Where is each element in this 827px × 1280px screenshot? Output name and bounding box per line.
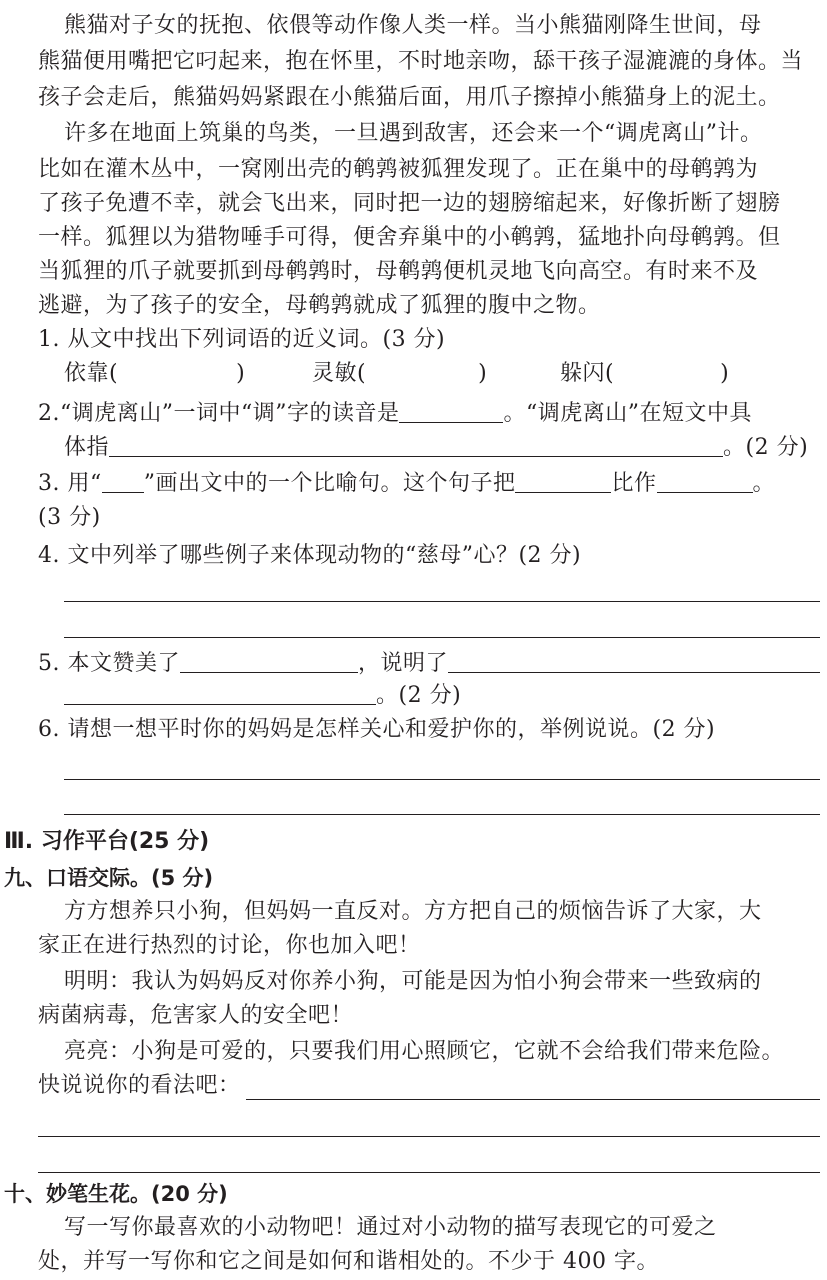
passage-line: 熊猫便用嘴把它叼起来，抱在怀里，不时地亲吻，舔干孩子湿漉漉的身体。当 xyxy=(38,49,804,74)
q4-answer-line-2[interactable] xyxy=(64,637,820,638)
mingming-line: 明明：我认为妈妈反对你养小狗，可能是因为怕小狗会带来一些致病的 xyxy=(64,969,762,994)
question-4: 4. 文中列举了哪些例子来体现动物的“慈母”心？(2 分) xyxy=(38,543,582,568)
part-9-answer-line-3[interactable] xyxy=(38,1172,820,1173)
passage-line: 许多在地面上筑巢的鸟类，一旦遇到敌害，还会来一个“调虎离山”计。 xyxy=(64,121,763,146)
part-9-intro-line: 方方想养只小狗，但妈妈一直反对。方方把自己的烦恼告诉了大家，大 xyxy=(64,899,762,924)
part-10-line: 写一写你最喜欢的小动物吧！通过对小动物的描写表现它的可爱之 xyxy=(64,1215,717,1240)
part-9-answer-line-1[interactable] xyxy=(246,1099,820,1100)
question-5-cont: 。(2 分) xyxy=(64,680,461,712)
passage-line: 熊猫对子女的抚抱、依偎等动作像人类一样。当小熊猫刚降生世间，母 xyxy=(64,13,762,38)
question-3-points: (3 分) xyxy=(38,505,101,530)
q4-answer-line-1[interactable] xyxy=(64,601,820,602)
q5-blank-2[interactable] xyxy=(448,648,820,673)
question-6: 6. 请想一想平时你的妈妈是怎样关心和爱护你的，举例说说。(2 分) xyxy=(38,717,716,742)
q3-blank-2[interactable] xyxy=(657,468,753,493)
question-1: 1. 从文中找出下列词语的近义词。(3 分) xyxy=(38,327,446,352)
q1-word-row-2: 灵敏( ) xyxy=(312,361,488,386)
part-9-title: 九、口语交际。(5 分) xyxy=(4,866,214,890)
part-9-intro-line: 家正在进行热烈的讨论，你也加入吧！ xyxy=(38,933,421,958)
q3-line-sample xyxy=(102,468,144,493)
part-9-answer-line-2[interactable] xyxy=(38,1136,820,1137)
mingming-line: 病菌病毒，危害家人的安全吧！ xyxy=(38,1003,354,1028)
passage-line: 逃避，为了孩子的安全，母鹌鹑就成了狐狸的腹中之物。 xyxy=(38,293,601,318)
part-10-line: 处，并写一写你和它之间是如何和谐相处的。不少于 400 字。 xyxy=(38,1249,659,1274)
q1-word-row: 依靠( ) xyxy=(64,361,246,386)
part-10-title: 十、妙笔生花。(20 分) xyxy=(4,1182,228,1206)
question-5: 5. 本文赞美了 ，说明了 xyxy=(38,648,820,680)
q5-blank-1[interactable] xyxy=(180,648,358,673)
passage-line: 了孩子免遭不幸，就会飞出来，同时把一边的翅膀缩起来，好像折断了翅膀 xyxy=(38,191,781,216)
q3-blank-1[interactable] xyxy=(515,468,611,493)
q6-answer-line-2[interactable] xyxy=(64,814,820,815)
passage-line: 比如在灌木丛中，一窝刚出壳的鹌鹑被狐狸发现了。正在巢中的母鹌鹑为 xyxy=(38,157,759,182)
passage-line: 孩子会走后，熊猫妈妈紧跟在小熊猫后面，用爪子擦掉小熊猫身上的泥土。 xyxy=(38,85,781,110)
liangliang-line: 亮亮：小狗是可爱的，只要我们用心照顾它，它就不会给我们带来危险。 xyxy=(64,1039,785,1064)
question-3: 3. 用“ ”画出文中的一个比喻句。这个句子把 比作 。 xyxy=(38,468,775,500)
passage-line: 当狐狸的爪子就要抓到母鹌鹑时，母鹌鹑便机灵地飞向高空。有时来不及 xyxy=(38,259,759,284)
q1-word-1: 依靠( xyxy=(64,361,119,386)
question-2: 2.“调虎离山”一词中“调”字的读音是 。“调虎离山”在短文中具 xyxy=(38,398,752,430)
q5-blank-3[interactable] xyxy=(64,680,376,705)
passage-line: 一样。狐狸以为猎物唾手可得，便舍弃巢中的小鹌鹑，猛地扑向母鹌鹑。但 xyxy=(38,225,781,250)
question-2-cont: 体指 。(2 分) xyxy=(64,432,808,464)
q1-word-3: 躲闪( xyxy=(560,361,615,386)
q6-answer-line-1[interactable] xyxy=(64,779,820,780)
section-title: Ⅲ. 习作平台(25 分) xyxy=(4,829,210,854)
q2-blank-pinyin[interactable] xyxy=(399,398,503,423)
q1-word-row-3: 躲闪( ) xyxy=(560,361,730,386)
q1-word-2: 灵敏( xyxy=(312,361,367,386)
part-9-prompt: 快说说你的看法吧： xyxy=(38,1073,241,1098)
q2-blank-meaning[interactable] xyxy=(109,432,723,457)
